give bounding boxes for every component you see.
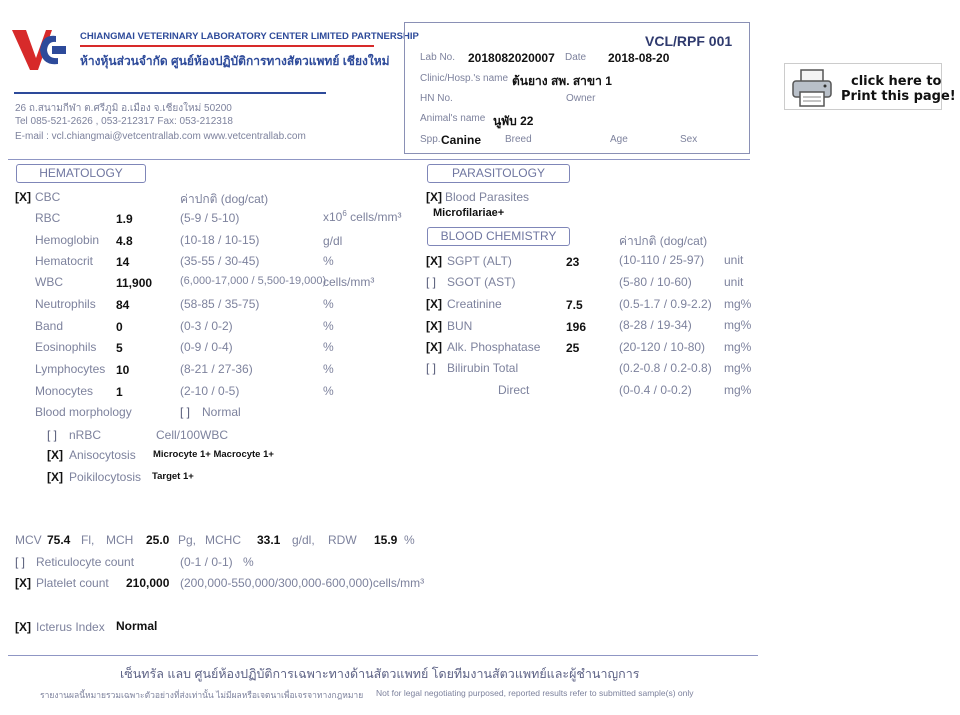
table-row-range: (0.5-1.7 / 0.9-2.2) <box>619 297 712 311</box>
table-row-value: 84 <box>116 298 130 312</box>
clinic-label: Clinic/Hosp.'s name <box>420 73 509 84</box>
table-row-label: Hematocrit <box>35 254 94 268</box>
chemistry-normal-header: ค่าปกติ (dog/cat) <box>619 234 708 248</box>
reticulocyte-check: [ ] <box>15 555 26 569</box>
table-row-label: Alk. Phosphatase <box>447 340 541 354</box>
table-row-range: (35-55 / 30-45) <box>180 254 260 268</box>
spp-label: Spp. <box>420 134 441 145</box>
normal-check: [ ] <box>180 405 191 419</box>
table-row-label: Creatinine <box>447 297 502 311</box>
age-label: Age <box>610 134 628 145</box>
table-row-unit: % <box>323 297 334 311</box>
company-address: 26 ถ.สนามกีฬา ต.ศรีภูมิ อ.เมือง จ.เชียงใหม่ 50200 <box>15 103 232 114</box>
table-row-label: Eosinophils <box>35 340 97 354</box>
table-row-range: (0-3 / 0-2) <box>180 319 233 333</box>
mcv-label: MCV <box>15 533 42 547</box>
poikilocytosis-value: Target 1+ <box>152 471 194 482</box>
nrbc-label: nRBC <box>69 428 102 442</box>
hematology-normal-header: ค่าปกติ (dog/cat) <box>180 192 269 206</box>
blood-parasites-label: Blood Parasites <box>445 190 530 204</box>
table-row-label: Lymphocytes <box>35 362 106 376</box>
brand-red-rule <box>80 45 374 47</box>
lab-no-value: 2018082020007 <box>468 51 555 65</box>
nrbc-check: [ ] <box>47 428 58 442</box>
table-row-check: [X] <box>426 319 442 333</box>
table-row-label: Direct <box>498 383 530 397</box>
table-row-range: (5-80 / 10-60) <box>619 275 692 289</box>
table-row-check: [ ] <box>426 275 437 289</box>
footer-divider <box>8 655 758 656</box>
table-row-value: 10 <box>116 363 130 377</box>
table-row-value: 196 <box>566 320 587 334</box>
table-row-unit: mg% <box>724 340 752 354</box>
table-row-range: (0-0.4 / 0-0.2) <box>619 383 692 397</box>
blood-parasites-check: [X] <box>426 190 442 204</box>
mchc-value: 33.1 <box>257 533 281 547</box>
table-row-check: [X] <box>426 254 442 268</box>
rdw-unit: % <box>404 533 415 547</box>
spp-value: Canine <box>441 133 482 147</box>
platelet-value: 210,000 <box>126 576 170 590</box>
table-row-label: Bilirubin Total <box>447 361 519 375</box>
cbc-check: [X] <box>15 190 31 204</box>
table-row-value: 1 <box>116 385 123 399</box>
table-row-value: 7.5 <box>566 298 583 312</box>
table-row-range: (10-18 / 10-15) <box>180 233 260 247</box>
table-row-unit: mg% <box>724 383 752 397</box>
platelet-check: [X] <box>15 576 31 590</box>
breed-label: Breed <box>505 134 532 145</box>
table-row-check: [X] <box>426 340 442 354</box>
anisocytosis-check: [X] <box>47 448 63 462</box>
anisocytosis-label: Anisocytosis <box>69 448 136 462</box>
table-row-label: RBC <box>35 211 61 225</box>
date-value: 2018-08-20 <box>608 51 670 65</box>
blood-parasites-value: Microfilariae+ <box>433 207 505 219</box>
icterus-check: [X] <box>15 620 31 634</box>
owner-label: Owner <box>566 93 596 104</box>
table-row-range: (8-28 / 19-34) <box>619 318 692 332</box>
icterus-label: Icterus Index <box>36 620 105 634</box>
rdw-value: 15.9 <box>374 533 398 547</box>
table-row-range: (10-110 / 25-97) <box>619 253 705 267</box>
table-row-value: 23 <box>566 255 580 269</box>
reticulocyte-label: Reticulocyte count <box>36 555 135 569</box>
mch-value: 25.0 <box>146 533 170 547</box>
sex-label: Sex <box>680 134 698 145</box>
nrbc-unit: Cell/100WBC <box>156 428 229 442</box>
print-label-line1: click here to <box>851 74 942 89</box>
normal-label: Normal <box>202 405 241 419</box>
cbc-label: CBC <box>35 190 61 204</box>
table-row-value: 5 <box>116 341 123 355</box>
table-row-range: (6,000-17,000 / 5,500-19,000) <box>180 275 327 287</box>
footer-tagline: เซ็นทรัล แลบ ศูนย์ห้องปฏิบัติการเฉพาะทางด้านสัตวแพทย์ โดยทีมงานสัตวแพทย์และผู้ชำนาญการ <box>120 667 640 681</box>
table-row-label: Monocytes <box>35 384 94 398</box>
printer-icon <box>791 68 833 111</box>
table-row-range: (0-9 / 0-4) <box>180 340 233 354</box>
table-row-unit: % <box>323 254 334 268</box>
table-row-unit: % <box>323 384 334 398</box>
animal-label: Animal's name <box>420 113 486 124</box>
blood-morphology-label: Blood morphology <box>35 405 132 419</box>
table-row-value: 0 <box>116 320 123 334</box>
table-row-range: (0.2-0.8 / 0.2-0.8) <box>619 361 712 375</box>
table-row-unit: % <box>323 319 334 333</box>
table-row-label: Hemoglobin <box>35 233 100 247</box>
table-row-unit: g/dl <box>323 234 343 248</box>
reticulocyte-range: (0-1 / 0-1) <box>180 555 233 569</box>
animal-value: นูพับ 22 <box>493 114 534 128</box>
header-divider <box>8 159 750 160</box>
table-row-value: 11,900 <box>116 276 153 290</box>
table-row-unit: mg% <box>724 361 752 375</box>
blood-chemistry-section-title: BLOOD CHEMISTRY <box>427 227 570 246</box>
mch-label: MCH <box>106 533 134 547</box>
table-row-label: BUN <box>447 319 473 333</box>
table-row-unit: unit <box>724 275 744 289</box>
table-row-unit: unit <box>724 253 744 267</box>
lab-no-label: Lab No. <box>420 52 456 63</box>
table-row-value: 1.9 <box>116 212 133 226</box>
mcv-unit: Fl, <box>81 533 95 547</box>
table-row-value: 14 <box>116 255 130 269</box>
company-name-th: ห้างหุ้นส่วนจำกัด ศูนย์ห้องปฏิบัติการทางสัตวแพทย์ เชียงใหม่ <box>80 54 390 68</box>
table-row-range: (20-120 / 10-80) <box>619 340 706 354</box>
table-row-unit: cells/mm³ <box>323 275 375 289</box>
parasitology-section-title: PARASITOLOGY <box>427 164 570 183</box>
poikilocytosis-check: [X] <box>47 470 63 484</box>
table-row-label: WBC <box>35 275 63 289</box>
anisocytosis-value: Microcyte 1+ Macrocyte 1+ <box>153 449 274 460</box>
footer-note-th: รายงานผลนี้หมายรวมเฉพาะตัวอย่างที่ส่งเท่านั้น ไม่มีผลหรือเจตนาเพื่อเจรจาทางกฎหมาย <box>40 690 364 700</box>
table-row-unit: $x10^6$ cells/mm³ <box>323 209 402 224</box>
table-row-unit: mg% <box>724 297 752 311</box>
hn-label: HN No. <box>420 93 453 104</box>
table-row-label: Band <box>35 319 64 333</box>
company-phone: Tel 085-521-2626 , 053-212317 Fax: 053-212318 <box>15 116 233 127</box>
form-code: VCL/RPF 001 <box>645 33 733 49</box>
table-row-range: (58-85 / 35-75) <box>180 297 260 311</box>
mcv-value: 75.4 <box>47 533 71 547</box>
date-label: Date <box>565 52 587 63</box>
company-email: E-mail : vcl.chiangmai@vetcentrallab.com www.vetcentrallab.com <box>15 131 306 142</box>
table-row-value: 25 <box>566 341 580 355</box>
footer-note-en: Not for legal negotiating purposed, reported results refer to submitted sample(s) only <box>376 688 694 698</box>
platelet-range: (200,000-550,000/300,000-600,000)cells/mm³ <box>180 576 425 590</box>
company-name-en: CHIANGMAI VETERINARY LABORATORY CENTER LIMITED PARTNERSHIP <box>80 31 419 42</box>
table-row-label: SGPT (ALT) <box>447 254 512 268</box>
print-page-button[interactable] <box>784 63 956 110</box>
mch-unit: Pg, <box>178 533 197 547</box>
mchc-label: MCHC <box>205 533 241 547</box>
table-row-unit: % <box>323 362 334 376</box>
table-row-unit: % <box>323 340 334 354</box>
company-logo <box>12 28 68 72</box>
icterus-value: Normal <box>116 619 158 633</box>
table-row-check: [ ] <box>426 361 437 375</box>
print-label-line2: Print this page! <box>841 89 956 104</box>
reticulocyte-unit: % <box>243 555 254 569</box>
table-row-label: SGOT (AST) <box>447 275 516 289</box>
mchc-unit: g/dl, <box>292 533 315 547</box>
hematology-section-title: HEMATOLOGY <box>16 164 146 183</box>
table-row-unit: mg% <box>724 318 752 332</box>
header-rule <box>14 92 326 94</box>
rdw-label: RDW <box>328 533 357 547</box>
table-row-check: [X] <box>426 297 442 311</box>
table-row-label: Neutrophils <box>35 297 96 311</box>
platelet-label: Platelet count <box>36 576 109 590</box>
table-row-value: 4.8 <box>116 234 133 248</box>
table-row-range: (8-21 / 27-36) <box>180 362 253 376</box>
table-row-range: (2-10 / 0-5) <box>180 384 240 398</box>
clinic-value: ต้นยาง สพ. สาขา 1 <box>512 74 612 88</box>
table-row-range: (5-9 / 5-10) <box>180 211 240 225</box>
poikilocytosis-label: Poikilocytosis <box>69 470 142 484</box>
